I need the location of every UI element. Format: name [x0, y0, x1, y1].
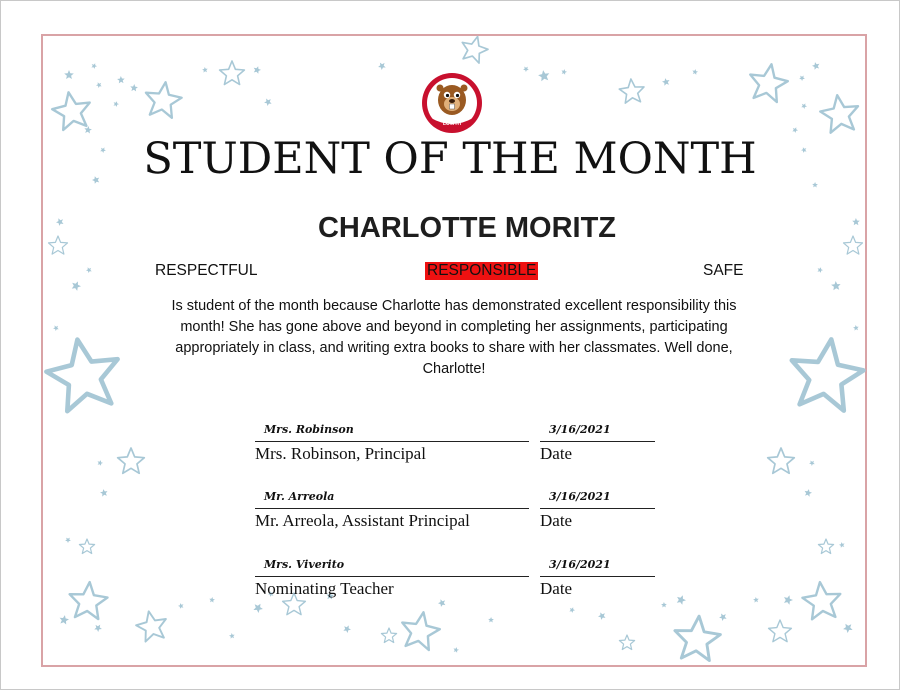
star-icon: [220, 61, 245, 85]
star-icon: [98, 460, 104, 466]
role-assistant-principal: Mr. Arreola, Assistant Principal: [255, 511, 470, 530]
star-icon: [677, 595, 686, 605]
date-label: Date: [540, 579, 573, 598]
star-icon: [65, 538, 71, 543]
star-icon: [53, 325, 59, 331]
star-icon: [831, 281, 841, 290]
beaver-logo-icon: [421, 72, 483, 134]
award-description: Is student of the month because Charlotte has demonstrated excellent responsibility this month! She has gone above and beyond in completing her assignments, participating appropriately in class, and writing extra books to share with her classmates. Well done, Charlotte!: [171, 298, 737, 377]
signature-line: [255, 441, 529, 442]
star-icon: [523, 67, 529, 73]
star-icon: [662, 78, 670, 86]
signature-assistant-principal: Mr. Arreola: [264, 490, 335, 503]
star-icon: [812, 62, 819, 70]
star-icon: [843, 624, 853, 633]
date-signed-principal: 3/16/2021: [549, 423, 611, 436]
star-icon: [64, 70, 74, 79]
star-icon: [46, 340, 117, 412]
star-icon: [72, 281, 81, 291]
star-icon: [118, 448, 145, 473]
star-icon: [784, 595, 793, 605]
star-icon: [619, 79, 644, 103]
star-icon: [136, 611, 166, 641]
star-icon: [146, 82, 182, 118]
star-icon: [792, 127, 798, 133]
star-icon: [254, 66, 261, 74]
star-icon: [809, 461, 815, 467]
star-icon: [229, 633, 235, 639]
star-icon: [799, 76, 805, 82]
star-icon: [114, 101, 120, 107]
certificate-title: STUDENT OF THE MONTH: [143, 134, 757, 184]
star-icon: [619, 635, 634, 650]
star-icon: [264, 99, 272, 107]
signature-line: [255, 576, 529, 577]
date-line: [540, 576, 655, 577]
star-icon: [70, 582, 108, 619]
signature-teacher: Mrs. Viverito: [264, 558, 345, 571]
star-icon: [750, 64, 788, 102]
logo-text: LOWTH: [442, 121, 462, 127]
star-icon: [820, 95, 858, 133]
star-icon: [462, 37, 488, 64]
star-icon: [805, 489, 812, 497]
star-icon: [343, 625, 351, 633]
star-icon: [853, 325, 859, 331]
star-icon: [569, 607, 575, 613]
trait-safe: SAFE: [703, 262, 744, 279]
role-principal: Mrs. Robinson, Principal: [255, 444, 426, 463]
star-icon: [562, 69, 568, 75]
star-icon: [378, 63, 386, 70]
star-icon: [402, 612, 440, 650]
star-icon: [100, 489, 108, 497]
star-icon: [661, 602, 667, 608]
signature-line: [255, 508, 529, 509]
star-icon: [598, 612, 606, 620]
date-line: [540, 508, 655, 509]
trait-respectful: RESPECTFUL: [155, 262, 258, 279]
date-label: Date: [540, 511, 573, 530]
star-icon: [52, 92, 89, 130]
star-icon: [792, 339, 864, 410]
date-signed-assistant-principal: 3/16/2021: [549, 490, 611, 503]
star-icon: [91, 63, 97, 69]
star-icon: [209, 597, 215, 603]
star-icon: [178, 603, 184, 609]
star-icon: [839, 542, 845, 548]
signature-principal: Mrs. Robinson: [264, 423, 354, 436]
star-icon: [802, 582, 840, 619]
star-icon: [818, 539, 833, 554]
star-icon: [818, 267, 824, 273]
star-icon: [79, 539, 94, 554]
star-icon: [753, 597, 759, 603]
star-icon: [94, 625, 102, 632]
star-icon: [86, 267, 92, 273]
star-icon: [60, 615, 69, 624]
trait-responsible-highlighted: RESPONSIBLE: [427, 262, 537, 279]
date-label: Date: [540, 444, 573, 463]
star-icon: [719, 614, 727, 622]
star-icon: [84, 126, 92, 134]
star-icon: [538, 70, 549, 81]
star-icon: [454, 647, 460, 653]
date-signed-teacher: 3/16/2021: [549, 558, 611, 571]
star-icon: [202, 67, 208, 73]
star-icon: [438, 599, 445, 607]
date-line: [540, 441, 655, 442]
star-icon: [692, 69, 698, 75]
star-icon: [675, 616, 721, 661]
star-icon: [769, 620, 792, 642]
star-icon: [96, 82, 102, 88]
student-name: CHARLOTTE MORITZ: [317, 212, 616, 244]
role-nominating-teacher: Nominating Teacher: [255, 579, 394, 598]
star-icon: [130, 84, 138, 91]
star-icon: [381, 628, 396, 643]
star-icon: [801, 103, 807, 109]
star-icon: [768, 448, 795, 473]
star-icon: [488, 617, 494, 623]
star-icon: [253, 604, 263, 613]
star-icon: [117, 76, 125, 83]
